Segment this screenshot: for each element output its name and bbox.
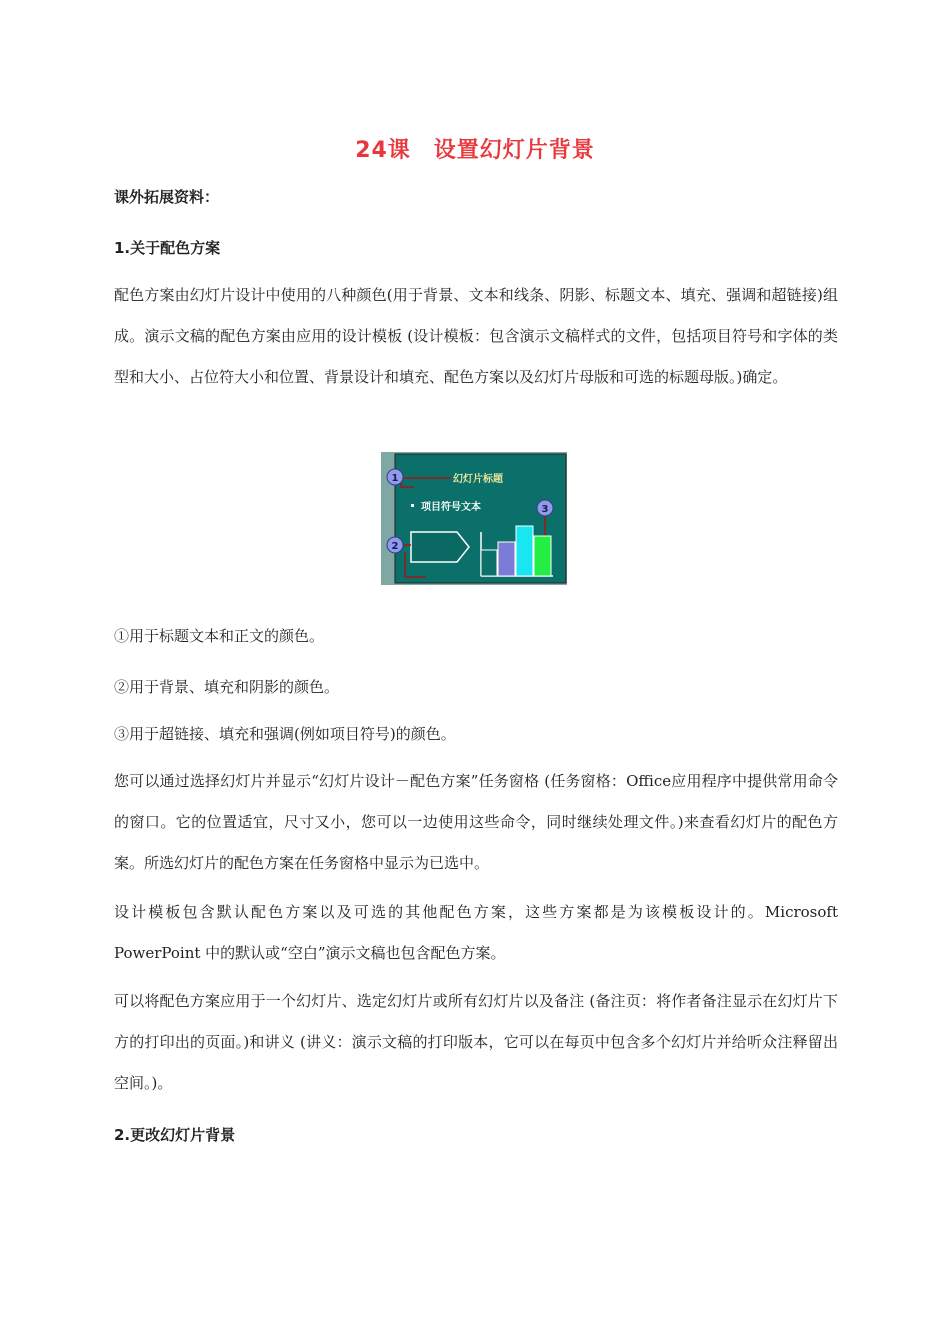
paragraph-task-pane: 您可以通过选择幻灯片并显示“幻灯片设计－配色方案”任务窗格 (任务窗格：Office应用程序中提供常用命令的窗口。它的位置适宜，尺寸又小，您可以一边使用这些命令，同时继续处理文件。)来查看幻灯片的配色方案。所选幻灯片的配色方案在任务窗格中显示为已选中。	[114, 772, 838, 872]
list-item-2: ②用于背景、填充和阴影的颜色。	[114, 678, 340, 696]
paragraph-apply-scheme: 可以将配色方案应用于一个幻灯片、选定幻灯片或所有幻灯片以及备注 (备注页：将作者备注显示在幻灯片下方的打印出的页面。)和讲义 (讲义：演示文稿的打印版本，它可以在每页中包含多个幻灯片并给听众注释留出空间。)。	[114, 992, 838, 1092]
bar-1	[481, 550, 497, 576]
svg-text:1: 1	[391, 473, 399, 484]
svg-text:2: 2	[391, 541, 399, 552]
paragraph-design-template: 设计模板包含默认配色方案以及可选的其他配色方案，这些方案都是为该模板设计的。Microsoft PowerPoint 中的默认或“空白”演示文稿也包含配色方案。	[114, 903, 838, 962]
list-item-1: ①用于标题文本和正文的颜色。	[114, 627, 325, 645]
bar-3	[516, 526, 533, 576]
page-title: 24课 设置幻灯片背景	[355, 138, 595, 163]
arrow-shape	[411, 532, 469, 562]
bar-4	[534, 536, 551, 576]
section-2-heading: 2.更改幻灯片背景	[114, 1126, 236, 1144]
list-item-3: ③用于超链接、填充和强调(例如项目符号)的颜色。	[114, 725, 456, 743]
slide-title-label: 幻灯片标题	[453, 474, 503, 485]
bullet-text-label: 项目符号文本	[421, 502, 481, 513]
color-scheme-figure	[381, 452, 567, 585]
bar-2	[498, 542, 515, 576]
svg-text:3: 3	[541, 504, 549, 515]
extra-materials-heading: 课外拓展资料：	[114, 188, 220, 206]
section-1-heading: 1.关于配色方案	[114, 239, 221, 257]
paragraph-color-scheme-intro: 配色方案由幻灯片设计中使用的八种颜色(用于背景、文本和线条、阴影、标题文本、填充、强调和超链接)组成。演示文稿的配色方案由应用的设计模板 (设计模板：包含演示文稿样式的文件，包括项目符号和字体的类型和大小、占位符大小和位置、背景设计和填充、配色方案以及幻灯片母版和可选的标题母版。)确定。	[114, 286, 838, 386]
bullet-icon	[411, 504, 414, 507]
